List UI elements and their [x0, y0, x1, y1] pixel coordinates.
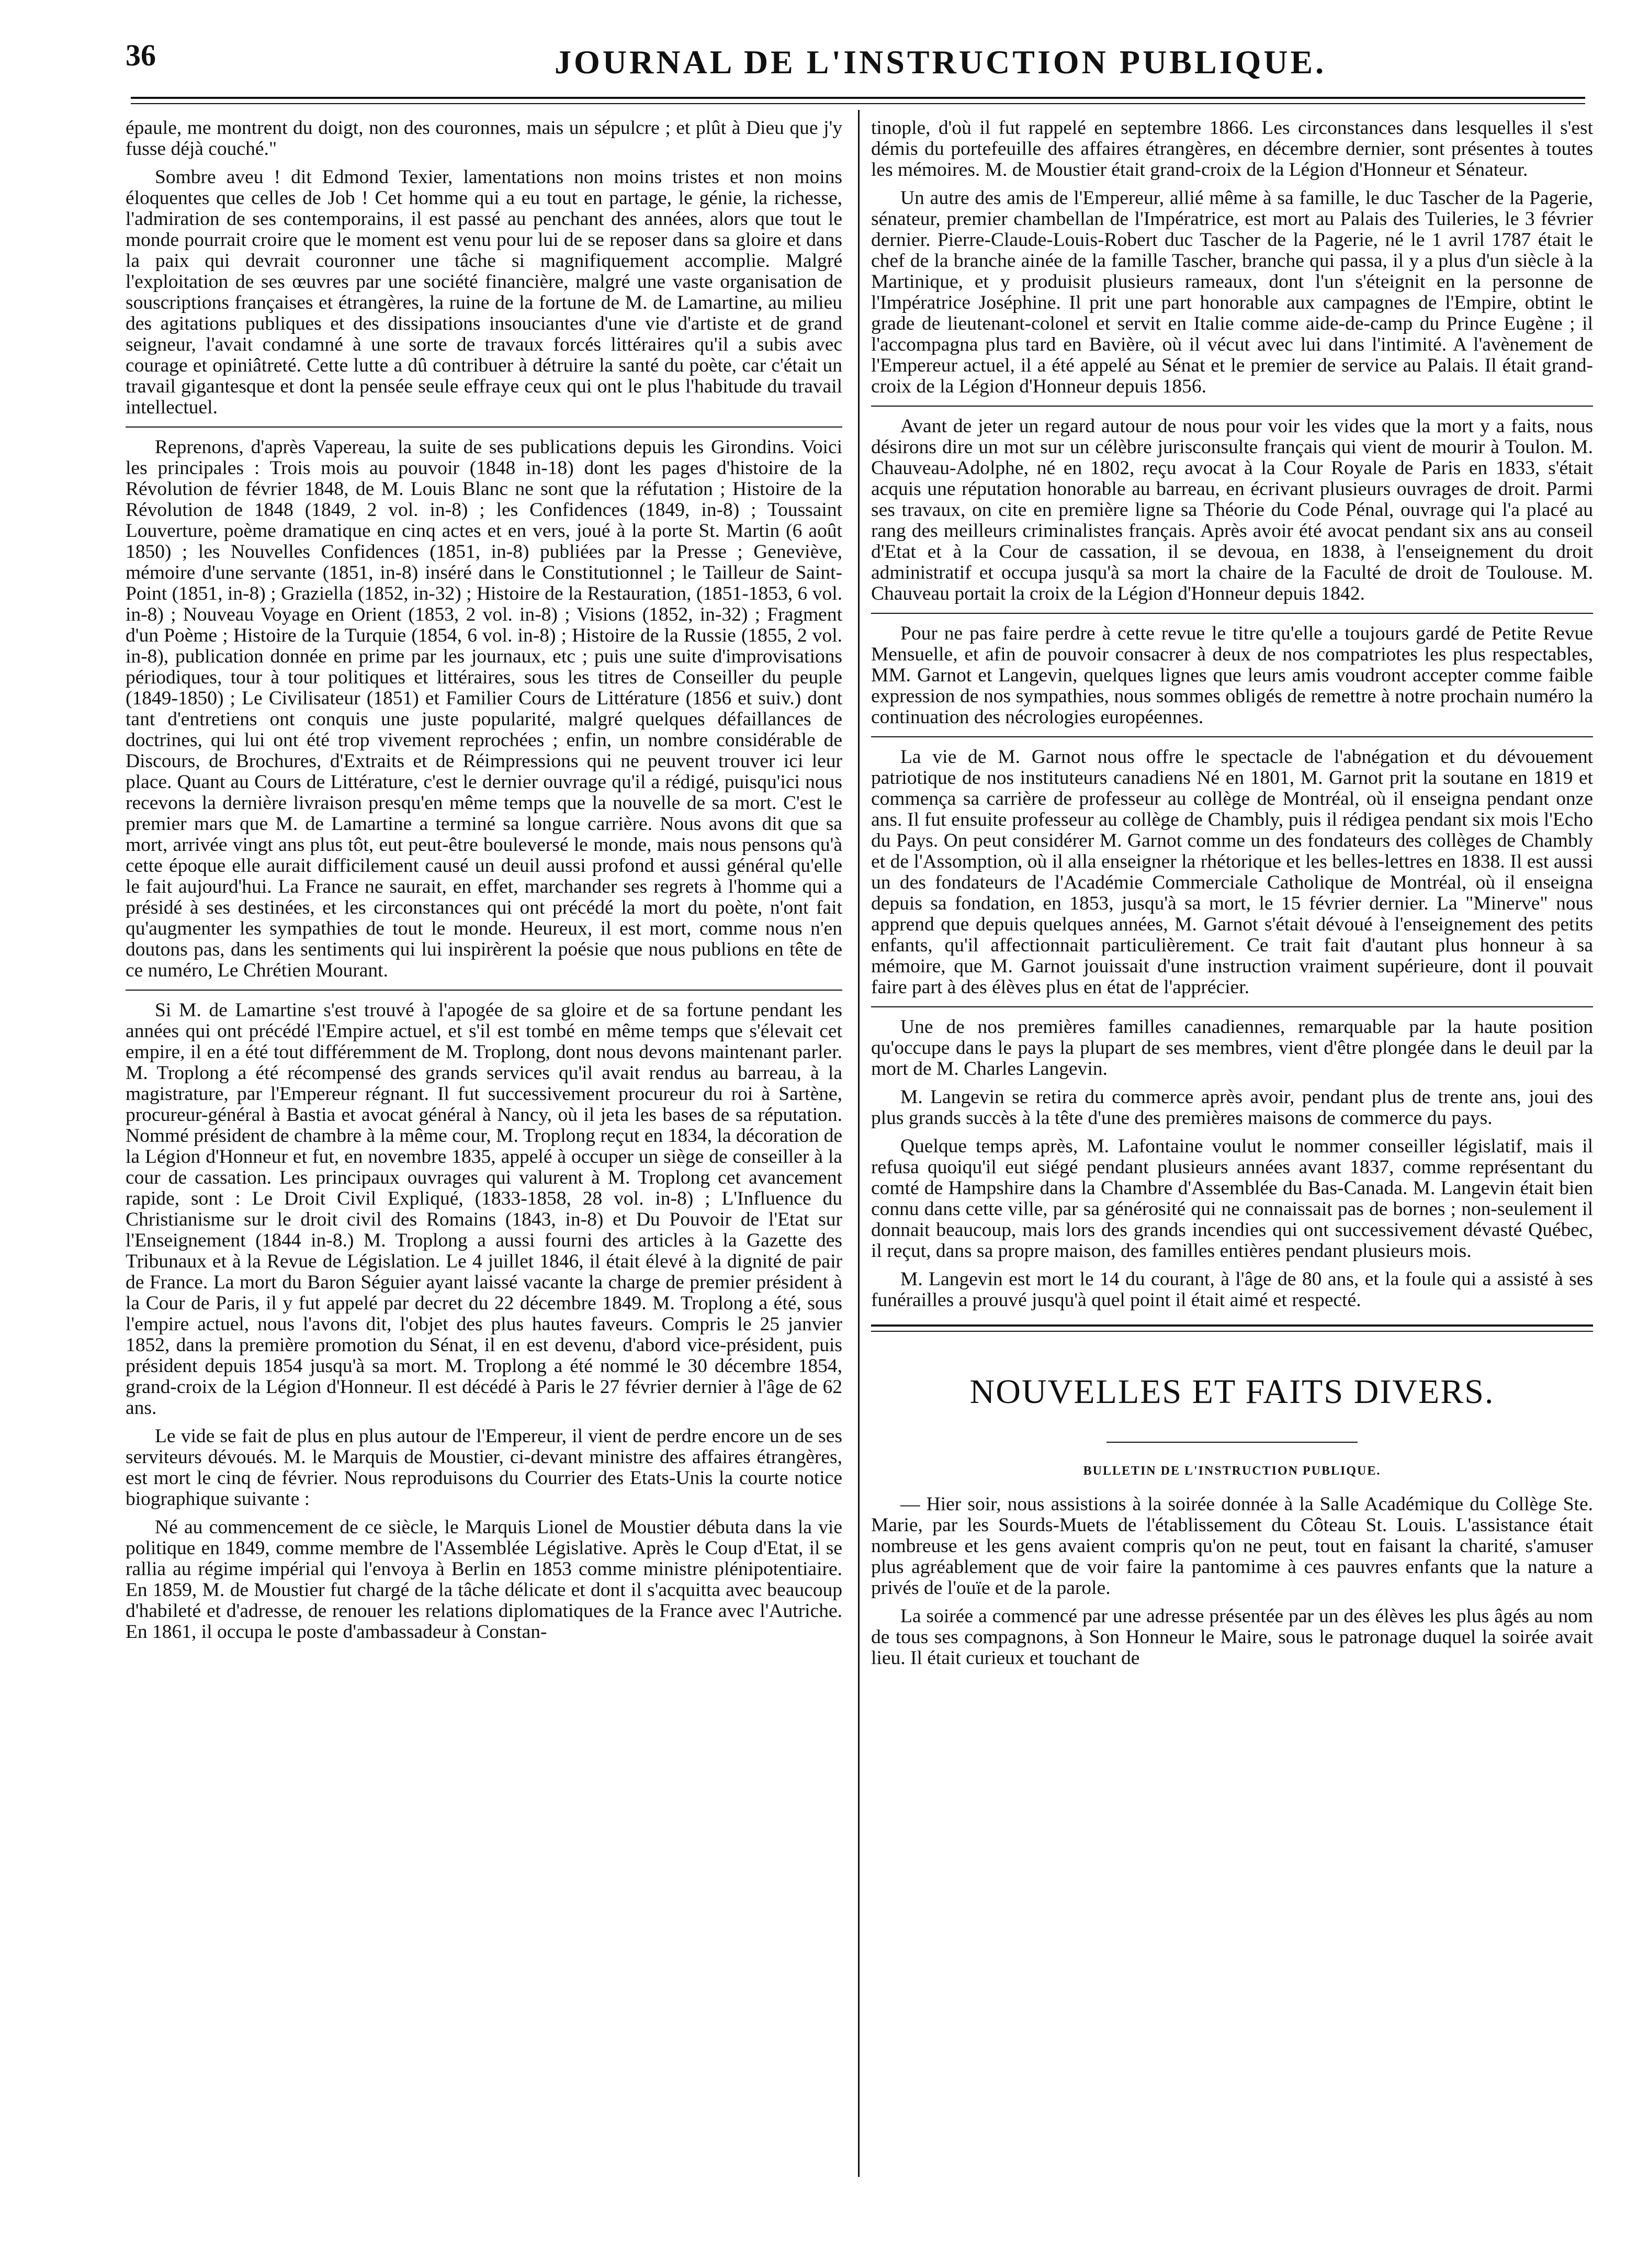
- article-paragraph: Un autre des amis de l'Empereur, allié même à sa famille, le duc Tascher de la Pagerie, sénateur, premier chambellan de l'Impératrice, est mort au Palais des Tuileries, le 3 février dernier. Pierre-Claude-Louis-Robert duc Tascher de la Pagerie, né le 1 avril 1787 était le chef de la branche ainée de la famille Tascher, branche qui passa, il y a plus d'un siècle à la Martinique, et y produisit plusieurs rameaux, dont l'un s'éteignit en la personne de l'Impératrice Joséphine. Il prit une part honorable aux campagnes de l'Empire, obtint le grade de lieutenant-colonel et servit en Italie comme aide-de-camp du Prince Eugène ; il l'accompagna plus tard en Bavière, où il vécut avec lui dans l'intimité. A l'avènement de l'Empereur actuel, il a été appelé au Sénat et le premier de service au Palais. Il était grand-croix de la Légion d'Honneur depuis 1856.: [871, 187, 1593, 397]
- article-paragraph: épaule, me montrent du doigt, non des couronnes, mais un sépulcre ; et plût à Dieu que j'y fusse déjà couché.": [126, 117, 842, 160]
- page-number: 36: [126, 38, 156, 72]
- article-paragraph: Pour ne pas faire perdre à cette revue le titre qu'elle a toujours gardé de Petite Revue Mensuelle, et afin de pouvoir consacrer à deux de nos compatriotes les plus respectables, MM. Garnot et Langevin, quelques lignes que leurs amis voudront accepter comme faible expression de nos sympathies, nous sommes obligés de remettre à notre prochain numéro la continuation des nécrologies européennes.: [871, 623, 1593, 728]
- column-divider: [858, 110, 860, 2177]
- article-paragraph: M. Langevin est mort le 14 du courant, à l'âge de 80 ans, et la foule qui a assisté à ses funérailles a prouvé jusqu'à quel point il était aimé et respecté.: [871, 1268, 1593, 1311]
- section-title-rule: [1106, 1442, 1358, 1443]
- article-paragraph: Quelque temps après, M. Lafontaine voulut le nommer conseiller législatif, mais il refusa quoiqu'il eut siégé pendant plusieurs années avant 1837, comme représentant du comté de Hampshire dans la Chambre d'Assemblée du Bas-Canada. M. Langevin était bien connu dans cette ville, par sa générosité qui ne connaissait pas de bornes ; non-seulement il donnait beaucoup, mais lors des grands incendies qui ont successivement dévasté Québec, il reçut, dans sa propre maison, des familles entières pendant plusieurs mois.: [871, 1136, 1593, 1262]
- article-paragraph: La vie de M. Garnot nous offre le spectacle de l'abnégation et du dévouement patriotique de nos instituteurs canadiens Né en 1801, M. Garnot prit la soutane en 1819 et commença sa carrière de professeur au collège de Montréal, où il enseigna pendant onze ans. Il fut ensuite professeur au collège de Chambly, puis il rédigea pendant six mois l'Echo du Pays. On peut considérer M. Garnot comme un des fondateurs des collèges de Chambly et de l'Assomption, où il alla enseigner la rhétorique et les belles-lettres en 1838. Il est aussi un des fondateurs de l'Académie Commerciale Catholique de Montréal, où il enseigna depuis sa fondation, en 1853, jusqu'à sa mort, le 15 février dernier. La "Minerve" nous apprend que depuis quelques années, M. Garnot s'était dévoué à l'enseignement des petits enfants, qu'il affectionnait particulièrement. Ce trait fait d'autant plus honneur à sa mémoire, que M. Garnot jouissait d'une instruction vraiment supérieure, dont il pouvait faire part à des élèves plus en état de l'apprécier.: [871, 746, 1593, 998]
- header-rule-thin: [131, 103, 1585, 104]
- article-paragraph: Né au commencement de ce siècle, le Marquis Lionel de Moustier débuta dans la vie politique en 1849, comme membre de l'Assemblée Législative. Après le Coup d'Etat, il se rallia au régime impérial qui l'envoya à Berlin en 1853 comme ministre plénipotentiaire. En 1859, M. de Moustier fut chargé de la tâche délicate et dont il s'acquitta avec beaucoup d'habileté et d'adresse, de renouer les relations diplomatiques de la France avec l'Autriche. En 1861, il occupa le poste d'ambassadeur à Constan-: [126, 1517, 842, 1643]
- paragraph-separator: [871, 1006, 1593, 1007]
- header-rule: [131, 97, 1585, 99]
- bulletin-subheading: BULLETIN DE L'INSTRUCTION PUBLIQUE.: [1083, 1464, 1381, 1478]
- article-paragraph: Le vide se fait de plus en plus autour de l'Empereur, il vient de perdre encore un de ses serviteurs dévoués. M. le Marquis de Moustier, ci-devant ministre des affaires étrangères, est mort le cinq de février. Nous reproduisons du Courrier des Etats-Unis la courte notice biographique suivante :: [126, 1425, 842, 1510]
- article-paragraph: M. Langevin se retira du commerce après avoir, pendant plus de trente ans, joui des plus grands succès à la tête d'une des premières maisons de commerce du pays.: [871, 1086, 1593, 1129]
- page-header: [126, 31, 1606, 84]
- paragraph-separator: [871, 613, 1593, 614]
- left-column: [126, 118, 842, 1650]
- article-paragraph: La soirée a commencé par une adresse présentée par un des élèves les plus âgés au nom de tous ses compagnons, à Son Honneur le Maire, sous le patronage duquel la soirée avait lieu. Il était curieux et touchant de: [871, 1605, 1593, 1669]
- article-paragraph: tinople, d'où il fut rappelé en septembre 1866. Les circonstances dans lesquelles il s'est démis du portefeuille des affaires étrangères, en décembre dernier, sont présentes à toutes les mémoires. M. de Moustier était grand-croix de la Légion d'Honneur et Sénateur.: [871, 117, 1593, 181]
- article-paragraph: Avant de jeter un regard autour de nous pour voir les vides que la mort y a faits, nous désirons dire un mot sur un célèbre jurisconsulte français qui vient de mourir à Toulon. M. Chauveau-Adolphe, né en 1802, reçu avocat à la Cour Royale de Paris en 1833, s'était acquis une réputation honorable au barreau, en écrivant plusieurs ouvrages de droit. Parmi ses travaux, on cite en première ligne sa Théorie du Code Pénal, ouvrage qui l'a placé au rang des meilleurs criminalistes français. Après avoir été avocat pendant six ans au conseil d'Etat et à la Cour de cassation, il se devoua, en 1838, à l'enseignement du droit administratif et occupa jusqu'à sa mort la chaire de la Faculté de droit de Toulouse. M. Chauveau portait la croix de la Légion d'Honneur depuis 1842.: [871, 416, 1593, 604]
- article-paragraph: Reprenons, d'après Vapereau, la suite de ses publications depuis les Girondins. Voici les principales : Trois mois au pouvoir (1848 in-18) dont les pages d'histoire de la Révolution de février 1848, de M. Louis Blanc ne sont que la réfutation ; Histoire de la Révolution de 1848 (1849, 2 vol. in-8) ; les Confidences (1849, in-8) ; Toussaint Louverture, poème dramatique en cinq actes et en vers, joué à la porte St. Martin (6 août 1850) ; les Nouvelles Confidences (1851, in-8) publiées par la Presse ; Geneviève, mémoire d'une servante (1851, in-8) inséré dans le Constitutionnel ; le Tailleur de Saint-Point (1851, in-8) ; Graziella (1852, in-32) ; Histoire de la Restauration, (1851-1853, 6 vol. in-8) ; Nouveau Voyage en Orient (1853, 2 vol. in-8) ; Visions (1852, in-32) ; Fragment d'un Poème ; Histoire de la Turquie (1854, 6 vol. in-8) ; Histoire de la Russie (1855, 2 vol. in-8), publication donnée en prime par les journaux, etc ; puis une suite d'improvisations périodiques, tour à tour politiques et littéraires, sous les titres de Conseiller du peuple (1849-1850) ; Le Civilisateur (1851) et Familier Cours de Littérature (1856 et suiv.) dont tant d'entretiens ont conquis une juste popularité, malgré quelques défaillances de doctrines, qui lui ont été trop vivement reprochées ; enfin, un nombre considérable de Discours, de Brochures, d'Extraits et de Réimpressions qui ne peuvent trouver ici leur place. Quant au Cours de Littérature, c'est le dernier ouvrage qu'il a rédigé, puisqu'ici nous recevons la dernière livraison presqu'en même temps que la nouvelle de sa mort. C'est le premier mars que M. de Lamartine a terminé sa longue carrière. Nous avons dit que sa mort, arrivée vingt ans plus tôt, eut peut-être bouleversé le monde, mais nous pensons qu'à cette époque elle aurait difficilement causé un deuil aussi profond et aussi général qu'elle le fait aujourd'hui. La France ne saurait, en effet, marchander ses regrets à l'homme qui a présidé à ses destinées, et les circonstances qui ont précédé la mort du poète, n'ont fait qu'augmenter les sympathies de tout le monde. Heureux, il est mort, comme nous n'en doutons pas, dans les sentiments qui lui inspirèrent la poésie que nous publions en tête de ce numéro, Le Chrétien Mourant.: [126, 436, 842, 981]
- article-paragraph: — Hier soir, nous assistions à la soirée donnée à la Salle Académique du Collège Ste. Marie, par les Sourds-Muets de l'établissement du Côteau St. Louis. L'assistance était nombreuse et les gens avaient compris qu'on ne peut, tout en faisant la charité, s'amuser plus agréablement que de voir faire la pantomime à ces pauvres enfants que la nature a privés de l'ouïe et de la parole.: [871, 1494, 1593, 1599]
- paragraph-separator: [126, 990, 842, 991]
- article-paragraph: Sombre aveu ! dit Edmond Texier, lamentations non moins tristes et non moins éloquentes que celles de Job ! Cet homme qui a eu tout en partage, le génie, la richesse, l'admiration de ses contemporains, il est passé au penchant des années, alors que tout le monde pourrait croire que le moment est venu pour lui de se reposer dans sa gloire et dans la paix qui devrait couronner une tâche si magnifiquement accomplie. Malgré l'exploitation de ses œuvres par une société financière, malgré une vaste organisation de souscriptions françaises et étrangères, la ruine de la fortune de M. de Lamartine, au milieu des agitations publiques et des dissipations insouciantes d'une vie d'artiste et de grand seigneur, l'avait condamné à une sorte de travaux forcés littéraires qu'il a subis avec courage et opiniâtreté. Cette lutte a dû contribuer à détruire la santé du poète, car c'était un travail gigantesque et dont la pensée seule effraye ceux qui ont le plus l'habitude du travail intellectuel.: [126, 166, 842, 418]
- section-divider: [871, 1324, 1593, 1332]
- journal-title: JOURNAL DE L'INSTRUCTION PUBLIQUE.: [555, 43, 1327, 81]
- right-column: [871, 118, 1593, 1676]
- article-paragraph: Une de nos premières familles canadiennes, remarquable par la haute position qu'occupe dans le pays la plupart de ses membres, vient d'être plongée dans le deuil par la mort de M. Charles Langevin.: [871, 1016, 1593, 1080]
- section-title: NOUVELLES ET FAITS DIVERS.: [969, 1373, 1495, 1411]
- paragraph-separator: [871, 736, 1593, 737]
- article-paragraph: Si M. de Lamartine s'est trouvé à l'apogée de sa gloire et de sa fortune pendant les années qui ont précédé l'Empire actuel, et s'il est tombé en même temps que s'élevait cet empire, il en a été tout différemment de M. Troplong, dont nous devons maintenant parler. M. Troplong a été récompensé des grands services qu'il avait rendus au barreau, à la magistrature, par l'Empereur régnant. Il fut successivement procureur du roi à Sartène, procureur-général à Bastia et avocat général à Nancy, où il jeta les bases de sa réputation. Nommé président de chambre à la même cour, M. Troplong reçut en 1834, la décoration de la Légion d'Honneur et fut, en novembre 1835, appelé à occuper un siège de conseiller à la cour de cassation. Les principaux ouvrages qui valurent à M. Troplong cet avancement rapide, sont : Le Droit Civil Expliqué, (1833-1858, 28 vol. in-8) ; L'Influence du Christianisme sur le droit civil des Romains (1843, in-8) et Du Pouvoir de l'Etat sur l'Enseignement (1844 in-8.) M. Troplong a aussi fourni des articles à la Gazette des Tribunaux et à la Revue de Législation. Le 4 juillet 1846, il était élevé à la dignité de pair de France. La mort du Baron Séguier ayant laissé vacante la charge de premier président à la Cour de Paris, il y fut appelé par decret du 22 décembre 1849. M. Troplong a été, sous l'empire actuel, nous l'avons dit, l'objet des plus hautes faveurs. Compris le 25 janvier 1852, dans la première promotion du Sénat, il en est devenu, d'abord vice-président, puis président depuis 1854 jusqu'à sa mort. M. Troplong a été nommé le 30 décembre 1854, grand-croix de la Légion d'Honneur. Il est décédé à Paris le 27 février dernier à l'âge de 62 ans.: [126, 1000, 842, 1419]
- paragraph-separator: [871, 406, 1593, 407]
- paragraph-separator: [126, 426, 842, 428]
